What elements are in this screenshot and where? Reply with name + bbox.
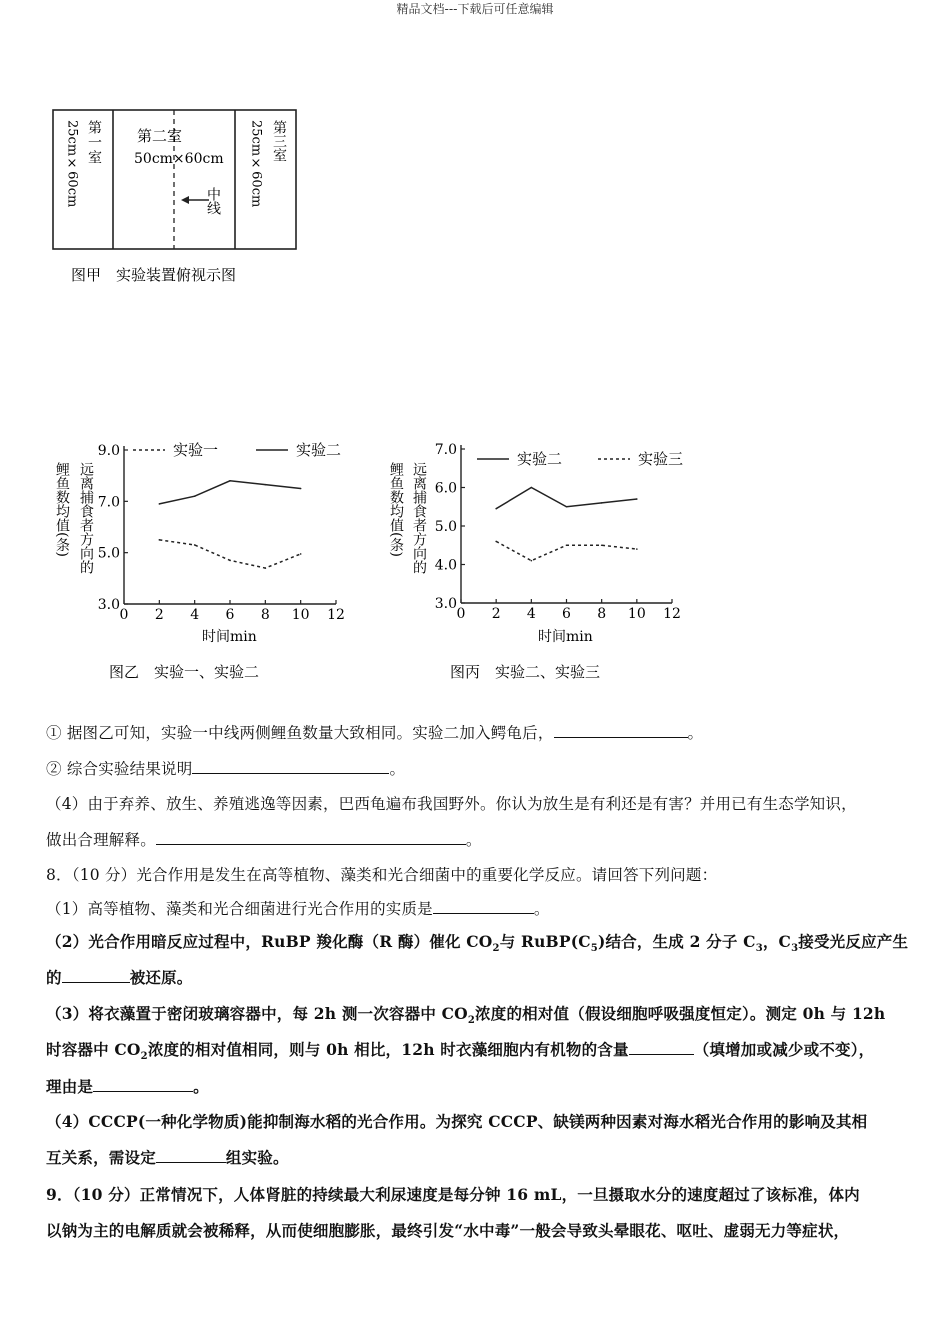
text-l1-end: 。 bbox=[687, 724, 704, 742]
fig-yi-xtick-label-0: 0 bbox=[119, 607, 129, 623]
text-line-6 bbox=[46, 897, 916, 919]
answer-blank-6[interactable] bbox=[629, 1040, 694, 1055]
fig-yi-ytick-label-2: 7.0 bbox=[97, 494, 120, 511]
text-line-12: （4）CCCP(一种化学物质)能抑制海水稻的光合作用。为探究 CCCP、缺镁两种因素对海水稻光合作用的影响及其相 bbox=[46, 1112, 868, 1131]
text-l9-sub: 2 bbox=[467, 1015, 476, 1027]
fig-bing-ytick-label-2: 5.0 bbox=[434, 519, 457, 535]
fig-bing-legend-label-0: 实验二 bbox=[517, 450, 563, 468]
room3-size: 25cm×60cm bbox=[248, 120, 264, 208]
text-l4-end: 。 bbox=[465, 831, 482, 849]
text-l8b: 被还原。 bbox=[129, 968, 193, 987]
room2-name: 第二室 bbox=[137, 127, 183, 145]
answer-blank-5[interactable] bbox=[62, 968, 130, 983]
text-line-14: 9．（10 分）正常情况下，人体肾脏的持续最大利尿速度是每分钟 16 mL，一旦摄取水分的速度超过了该标准，体内 bbox=[46, 1185, 860, 1204]
fig-bing-ytick-label-4: 7.0 bbox=[434, 442, 457, 458]
fig-bing-series-0-point-4 bbox=[636, 498, 638, 500]
chart-yi-ylabel-part1: 远离捕食者方向的 bbox=[78, 462, 94, 574]
answer-blank-7[interactable] bbox=[93, 1077, 193, 1092]
text-l11-end: 。 bbox=[193, 1077, 209, 1096]
text-line-7 bbox=[46, 930, 916, 954]
answer-blank-1[interactable] bbox=[554, 723, 688, 738]
text-l7-sub2: 5 bbox=[590, 943, 598, 955]
answer-blank-2[interactable] bbox=[192, 759, 389, 774]
fig-bing-series-1-point-3 bbox=[601, 544, 603, 546]
fig-bing-ytick-label-3: 6.0 bbox=[434, 480, 457, 497]
text-l9a: （3）将衣藻置于密闭玻璃容器中，每 2h 测一次容器中 CO bbox=[46, 1004, 468, 1023]
text-l9b: 浓度的相对值（假设细胞呼吸强度恒定）。测定 0h 与 12h bbox=[475, 1004, 886, 1023]
chart-bing-xlabel: 时间min bbox=[538, 629, 593, 645]
fig-bing-series-1-point-1 bbox=[531, 560, 533, 562]
chart-yi-ylabel-part2: 鲤鱼数均值(条) bbox=[54, 462, 70, 557]
text-l7-sub4: 3 bbox=[791, 943, 799, 955]
fig-bing-xtick-label-5: 10 bbox=[627, 606, 646, 622]
text-l6-end: 。 bbox=[533, 900, 550, 918]
text-l10a: 时容器中 CO bbox=[46, 1040, 141, 1059]
fig-bing-series-1-point-0 bbox=[495, 541, 497, 543]
fig-bing-series-0-point-0 bbox=[495, 508, 497, 510]
fig-bing-series-0-point-1 bbox=[531, 487, 533, 489]
fig-yi-xtick-label-3: 6 bbox=[225, 607, 235, 623]
chart-bing-ylabel-part2: 鲤鱼数均值(条) bbox=[388, 462, 404, 557]
text-line-11 bbox=[46, 1075, 916, 1097]
text-l10b: 浓度的相对值相同，则与 0h 相比，12h 时衣藻细胞内有机物的含量 bbox=[147, 1040, 629, 1059]
fig-yi-ytick-label-1: 5.0 bbox=[97, 545, 120, 562]
fig-bing-xtick-label-4: 8 bbox=[597, 606, 607, 622]
fig-yi-ytick-label-0: 3.0 bbox=[97, 597, 120, 613]
chart-bing-caption: 图丙 实验二、实验三 bbox=[450, 663, 601, 681]
text-l7d: ，C bbox=[762, 932, 792, 951]
fig-bing-series-0-line bbox=[496, 488, 637, 509]
fig-yi-xtick-label-6: 12 bbox=[327, 607, 345, 623]
fig-yi-xtick-label-1: 2 bbox=[154, 607, 164, 623]
fig-bing-xtick-label-6: 12 bbox=[663, 606, 681, 622]
fig-yi-xtick-label-4: 8 bbox=[260, 607, 270, 623]
text-line-15: 以钠为主的电解质就会被稀释，从而使细胞膨胀，最终引发“水中毒”一般会导致头晕眼花、呕吐、虚弱无力等症状， bbox=[46, 1221, 850, 1240]
text-l7e: 接受光反应产生 bbox=[798, 932, 909, 951]
text-l7c: )结合，生成 2 分子 C bbox=[597, 932, 756, 951]
fig-yi-ytick-label-3: 9.0 bbox=[97, 443, 120, 459]
fig-bing-ytick-label-0: 3.0 bbox=[434, 596, 457, 612]
text-line-8 bbox=[46, 966, 916, 988]
figure-jia-caption: 图甲 实验装置俯视示图 bbox=[71, 266, 237, 284]
chart-bing-ylabel-part1: 远离捕食者方向的 bbox=[411, 462, 427, 574]
fig-bing-xtick-label-0: 0 bbox=[456, 606, 466, 622]
room1-name: 第一室 bbox=[86, 120, 102, 165]
fig-bing-xtick-label-1: 2 bbox=[491, 606, 501, 622]
text-l4: 做出合理解释。 bbox=[46, 831, 156, 849]
answer-blank-8[interactable] bbox=[156, 1148, 226, 1163]
fig-bing-series-0-point-3 bbox=[601, 502, 603, 504]
text-l13b: 组实验。 bbox=[225, 1148, 289, 1167]
fig-bing-legend-label-1: 实验三 bbox=[638, 450, 684, 468]
text-l1: ① 据图乙可知，实验一中线两侧鲤鱼数量大致相同。实验二加入鳄龟后， bbox=[46, 724, 554, 742]
fig-bing-ytick-label-1: 4.0 bbox=[434, 557, 457, 574]
fig-bing-series-1-line bbox=[496, 541, 637, 560]
text-l8a: 的 bbox=[46, 968, 62, 987]
fig-yi-legend-label-0: 实验一 bbox=[173, 441, 219, 459]
chart-yi-xlabel: 时间min bbox=[202, 629, 257, 645]
fig-bing-xtick-label-2: 4 bbox=[526, 606, 536, 622]
fig-yi-xtick-label-5: 10 bbox=[291, 607, 310, 623]
fig-yi-legend-label-1: 实验二 bbox=[296, 441, 342, 459]
chart-bing-series bbox=[495, 487, 637, 562]
text-l7b: 与 RuBP(C bbox=[499, 932, 591, 951]
answer-blank-3[interactable] bbox=[156, 830, 466, 845]
text-line-9 bbox=[46, 1002, 916, 1026]
text-l7-sub1: 2 bbox=[492, 943, 500, 955]
text-l2-end: 。 bbox=[389, 760, 406, 778]
text-line-1 bbox=[46, 721, 916, 743]
fig-bing-series-1-point-2 bbox=[566, 544, 568, 546]
page-header: 精品文档---下载后可任意编辑 bbox=[396, 2, 554, 16]
text-l7a: （2）光合作用暗反应过程中，RuBP 羧化酶（R 酶）催化 CO bbox=[46, 932, 493, 951]
answer-blank-4[interactable] bbox=[433, 899, 534, 914]
text-l10c: （填增加或减少或不变）， bbox=[693, 1040, 875, 1059]
text-line-10 bbox=[46, 1038, 916, 1062]
fig-bing-xtick-label-3: 6 bbox=[562, 606, 571, 622]
text-l6: （1）高等植物、藻类和光合细菌进行光合作用的实质是 bbox=[46, 900, 433, 918]
text-l10-sub: 2 bbox=[140, 1051, 148, 1063]
text-l11: 理由是 bbox=[46, 1077, 94, 1096]
text-line-5: 8．（10 分）光合作用是发生在高等植物、藻类和光合细菌中的重要化学反应。请回答下列问题： bbox=[46, 866, 718, 884]
fig-bing-series-1-point-4 bbox=[636, 548, 638, 550]
chart-bing-legend bbox=[477, 450, 683, 468]
chart-bing-axes bbox=[434, 442, 684, 622]
text-line-13 bbox=[46, 1146, 916, 1168]
text-l7-sub3: 3 bbox=[755, 943, 763, 955]
fig-yi-xtick-label-2: 4 bbox=[190, 607, 200, 623]
midline-label: 中线 bbox=[205, 187, 221, 215]
chart-bing-ylabel bbox=[388, 462, 427, 574]
text-line-4 bbox=[46, 828, 916, 850]
room1-size: 25cm×60cm bbox=[64, 120, 80, 208]
room2-size: 50cm×60cm bbox=[134, 151, 224, 167]
chart-yi-caption: 图乙 实验一、实验二 bbox=[109, 663, 260, 681]
room3-name: 第三室 bbox=[271, 120, 287, 162]
text-line-2 bbox=[46, 757, 916, 779]
text-line-3: （4）由于弃养、放生、养殖逃逸等因素，巴西龟遍布我国野外。你认为放生是有利还是有害？并用已有生态学知识， bbox=[46, 795, 857, 813]
text-l2: ② 综合实验结果说明 bbox=[46, 760, 193, 778]
fig-bing-series-0-point-2 bbox=[566, 506, 568, 508]
text-l13a: 互关系，需设定 bbox=[46, 1148, 156, 1167]
